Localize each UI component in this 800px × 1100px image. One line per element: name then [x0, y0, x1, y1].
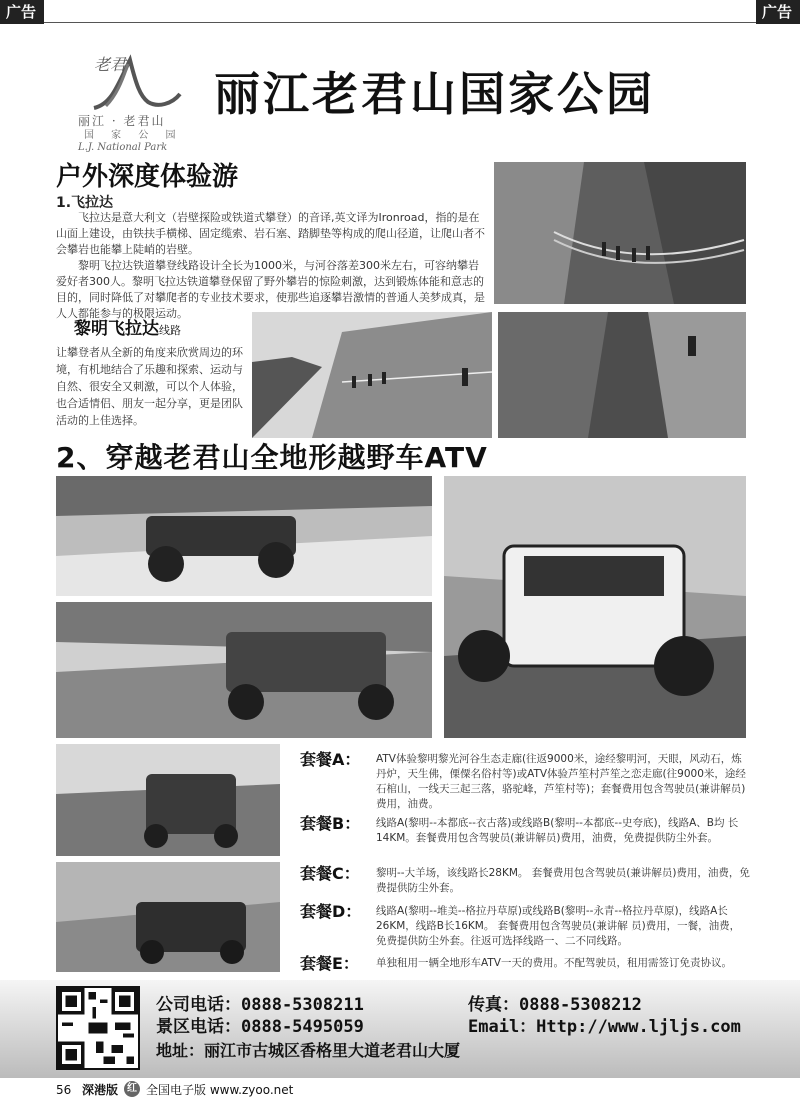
- package-c: [300, 864, 750, 900]
- atv-photo-4: [56, 744, 280, 856]
- cliff-wall-photo: [498, 312, 746, 438]
- atv-photo-2: [56, 602, 432, 738]
- scenic-phone[interactable]: 景区电话：0888-5495059: [156, 1017, 364, 1037]
- package-b: [300, 814, 750, 862]
- top-rule: [44, 22, 756, 23]
- route-title: [74, 318, 181, 340]
- logo-script: 老君: [94, 55, 127, 74]
- route-description: 让攀登者从全新的角度来欣赏周边的环境，有机地结合了乐趣和探索、运动与自然、很安全又刺激，可以个人体验，也合适情侣、朋友一起分享，更是团队活动的上佳选择。: [56, 346, 243, 427]
- package-text: 黎明--大羊场，该线路长28KM。 套餐费用包含驾驶员(兼讲解员)费用，油费，免费提供防尘外套。: [376, 867, 750, 894]
- package-d: [300, 902, 750, 952]
- route-title-suffix: 线路: [159, 324, 181, 337]
- package-a: [300, 750, 750, 812]
- edition-label: 深港版: [82, 1083, 119, 1097]
- package-label: 套餐A：: [300, 750, 361, 769]
- electronic-edition-link[interactable]: 全国电子版 www.zyoo.net: [146, 1083, 294, 1097]
- fax-number: 传真：0888-5308212: [468, 995, 642, 1015]
- package-text: 线路A(黎明--堆美--格拉丹草原)或线路B(黎明--永青--格拉丹草原)，线路A长26KM，线路B长16KM。 套餐费用包含驾驶员(兼讲解 员)费用，一餐，油费，免费提供防尘外套。往返可选择线路一、二不同线路。: [376, 905, 741, 947]
- website-link[interactable]: Email：Http://www.ljljs.com: [468, 1017, 741, 1037]
- via-ferrata-bridge-photo: [494, 162, 746, 304]
- route-title-main: 黎明飞拉达: [74, 319, 159, 339]
- logo-mark-icon: [88, 44, 184, 116]
- package-text: 单独租用一辆全地形车ATV一天的费用。不配驾驶员，租用需签订免责协议。: [376, 957, 732, 969]
- section1-title: 户外深度体验游: [56, 162, 239, 192]
- logo-en-text: L.J. National Park: [78, 142, 168, 153]
- package-text: 线路A(黎明--本都底--衣古落)或线路B(黎明--本都底--史夸底)，线路A、B均 长14KM。套餐费用包含驾驶员(兼讲解员)费用，油费，免费提供防尘外套。: [376, 817, 739, 844]
- section2-title: 2、穿越老君山全地形越野车ATV: [56, 441, 488, 474]
- ad-tag-right: 广告: [756, 0, 800, 24]
- package-text: ATV体验黎明黎光河谷生态走廊(往返9000米，途经黎明河，天眼，风动石，炼丹炉，天生佛，傈僳名俗村等)或ATV体验芦笙村芦笙之恋走廊(往9000米，途经石棺山，一线天三起三落，骆驼峰，芦笙村等)；套餐费用包含驾驶员(兼讲解员)费用，油费。: [376, 753, 746, 810]
- package-label: 套餐C：: [300, 864, 360, 883]
- atv-photo-1: [56, 476, 432, 596]
- package-label: 套餐D：: [300, 902, 362, 921]
- section1-para1: 飞拉达是意大利文（岩壁探险或铁道式攀登）的音译,英文译为Ironroad，指的是在山面上建设，由铁扶手横梯、固定缆索、岩石塞、踏脚垫等构成的爬山径道，让爬山者不会攀岩也能攀上陡峭的岩壁。: [56, 211, 485, 256]
- section1-para2: 黎明飞拉达铁道攀登线路设计全长为1000米，与河谷落差300米左右，可容纳攀岩爱好者300人。黎明飞拉达铁道攀登保留了野外攀岩的惊险刺激，达到锻炼体能和意志的目的，同时降低了对攀爬者的专业技术要求，使那些追逐攀岩激情的普通人美梦成真，是人人都能参与的极限运动。: [56, 259, 485, 320]
- qr-code-icon[interactable]: [56, 986, 140, 1070]
- atv-photo-5: [56, 862, 280, 972]
- package-e: [300, 954, 750, 974]
- cliff-climbers-photo: [252, 312, 492, 438]
- logo-cn-text2: 国 家 公 园: [84, 130, 183, 141]
- red-badge-icon: 红: [124, 1081, 140, 1097]
- package-label: 套餐B：: [300, 814, 361, 833]
- company-phone[interactable]: 公司电话：0888-5308211: [156, 995, 364, 1015]
- main-title: 丽江老君山国家公园: [214, 67, 655, 121]
- package-label: 套餐E：: [300, 954, 359, 973]
- logo-cn-text: 丽江 · 老君山: [78, 114, 166, 128]
- ad-tag-left: 广告: [0, 0, 44, 24]
- page-number: 56: [56, 1083, 72, 1097]
- atv-photo-3: [444, 476, 746, 738]
- section1-subtitle: 1.飞拉达: [56, 195, 114, 211]
- address: 地址：丽江市古城区香格里大道老君山大厦: [156, 1041, 461, 1060]
- park-logo: [72, 44, 198, 154]
- page-footer: [0, 1078, 800, 1100]
